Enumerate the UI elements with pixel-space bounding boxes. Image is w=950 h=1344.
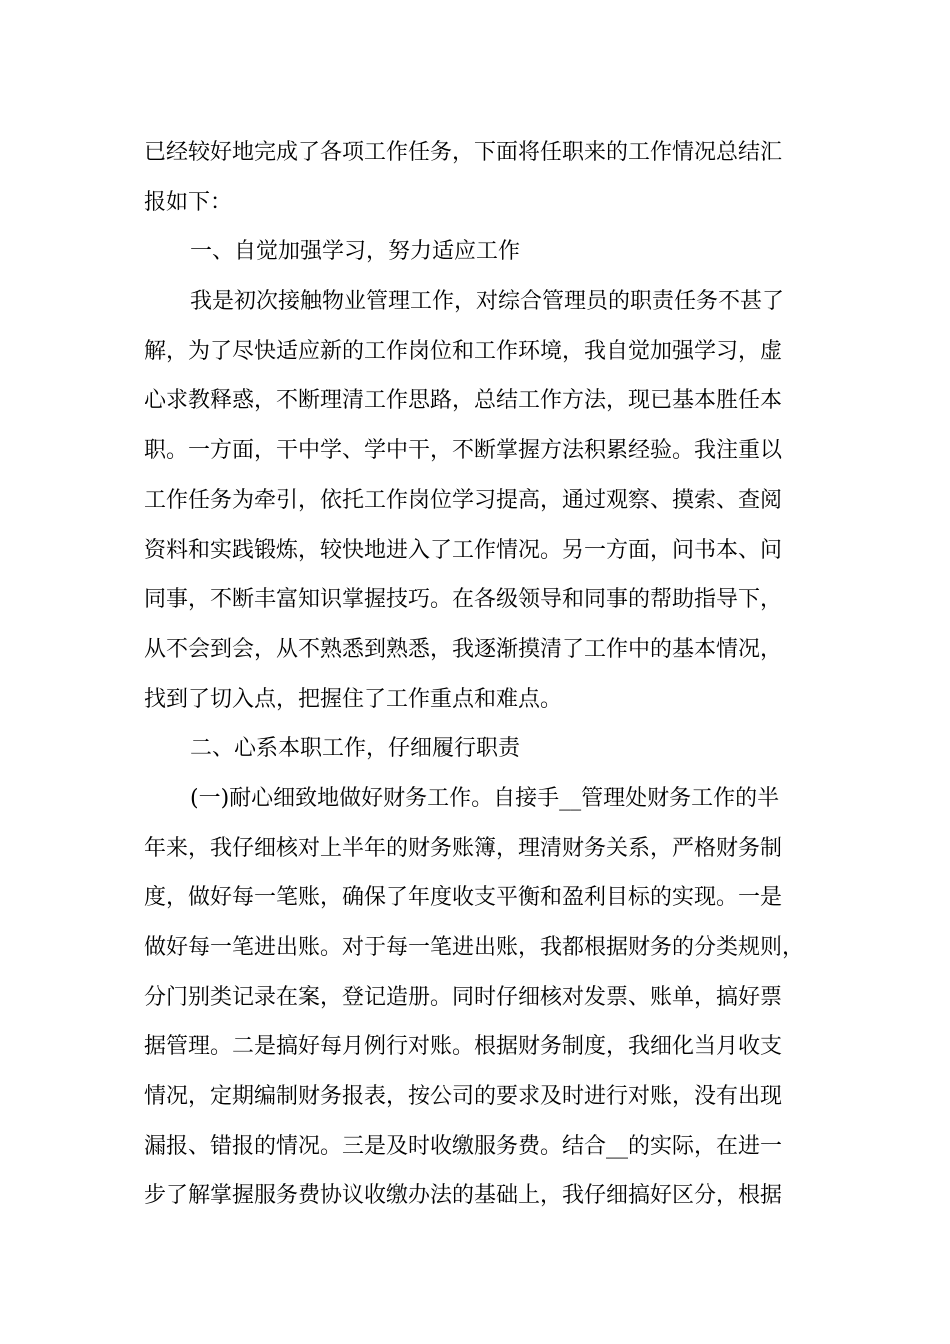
text-line: 我是初次接触物业管理工作，对综合管理员的职责任务不甚了 <box>190 289 785 315</box>
text-line: 一、自觉加强学习，努力适应工作 <box>190 239 521 265</box>
text-line: 据管理。二是搞好每月例行对账。根据财务制度，我细化当月收支 <box>144 1034 783 1060</box>
text-line: 资料和实践锻炼，较快地进入了工作情况。另一方面，问书本、问 <box>144 537 783 563</box>
text-line: 分门别类记录在案，登记造册。同时仔细核对发票、账单，搞好票 <box>144 984 783 1010</box>
text-line: 漏报、错报的情况。三是及时收缴服务费。结合__的实际，在进一 <box>144 1133 783 1159</box>
text-line: 解，为了尽快适应新的工作岗位和工作环境，我自觉加强学习，虚 <box>144 338 783 364</box>
text-line: 年来，我仔细核对上半年的财务账簿，理清财务关系，严格财务制 <box>144 835 783 861</box>
text-line: 职。一方面，干中学、学中干，不断掌握方法积累经验。我注重以 <box>144 438 783 464</box>
text-line: 做好每一笔进出账。对于每一笔进出账，我都根据财务的分类规则， <box>144 935 805 960</box>
text-line: 二、心系本职工作，仔细履行职责 <box>190 736 521 762</box>
text-line: 已经较好地完成了各项工作任务，下面将任职来的工作情况总结汇 <box>144 140 783 165</box>
text-line: 情况，定期编制财务报表，按公司的要求及时进行对账，没有出现 <box>144 1084 783 1110</box>
text-line: 步了解掌握服务费协议收缴办法的基础上，我仔细搞好区分，根据 <box>144 1183 783 1209</box>
text-line: 工作任务为牵引，依托工作岗位学习提高，通过观察、摸索、查阅 <box>144 487 783 513</box>
text-line: 心求教释惑，不断理清工作思路，总结工作方法，现已基本胜任本 <box>144 388 783 414</box>
text-line: 度，做好每一笔账，确保了年度收支平衡和盈利目标的实现。一是 <box>144 885 783 911</box>
text-line: 从不会到会，从不熟悉到熟悉，我逐渐摸清了工作中的基本情况， <box>144 636 783 662</box>
text-line: 找到了切入点，把握住了工作重点和难点。 <box>144 686 563 712</box>
body-text <box>144 128 806 1221</box>
text-line: 同事，不断丰富知识掌握技巧。在各级领导和同事的帮助指导下， <box>144 587 783 613</box>
text-line: 报如下： <box>144 189 233 215</box>
text-line: (一)耐心细致地做好财务工作。自接手__管理处财务工作的半 <box>190 785 780 811</box>
